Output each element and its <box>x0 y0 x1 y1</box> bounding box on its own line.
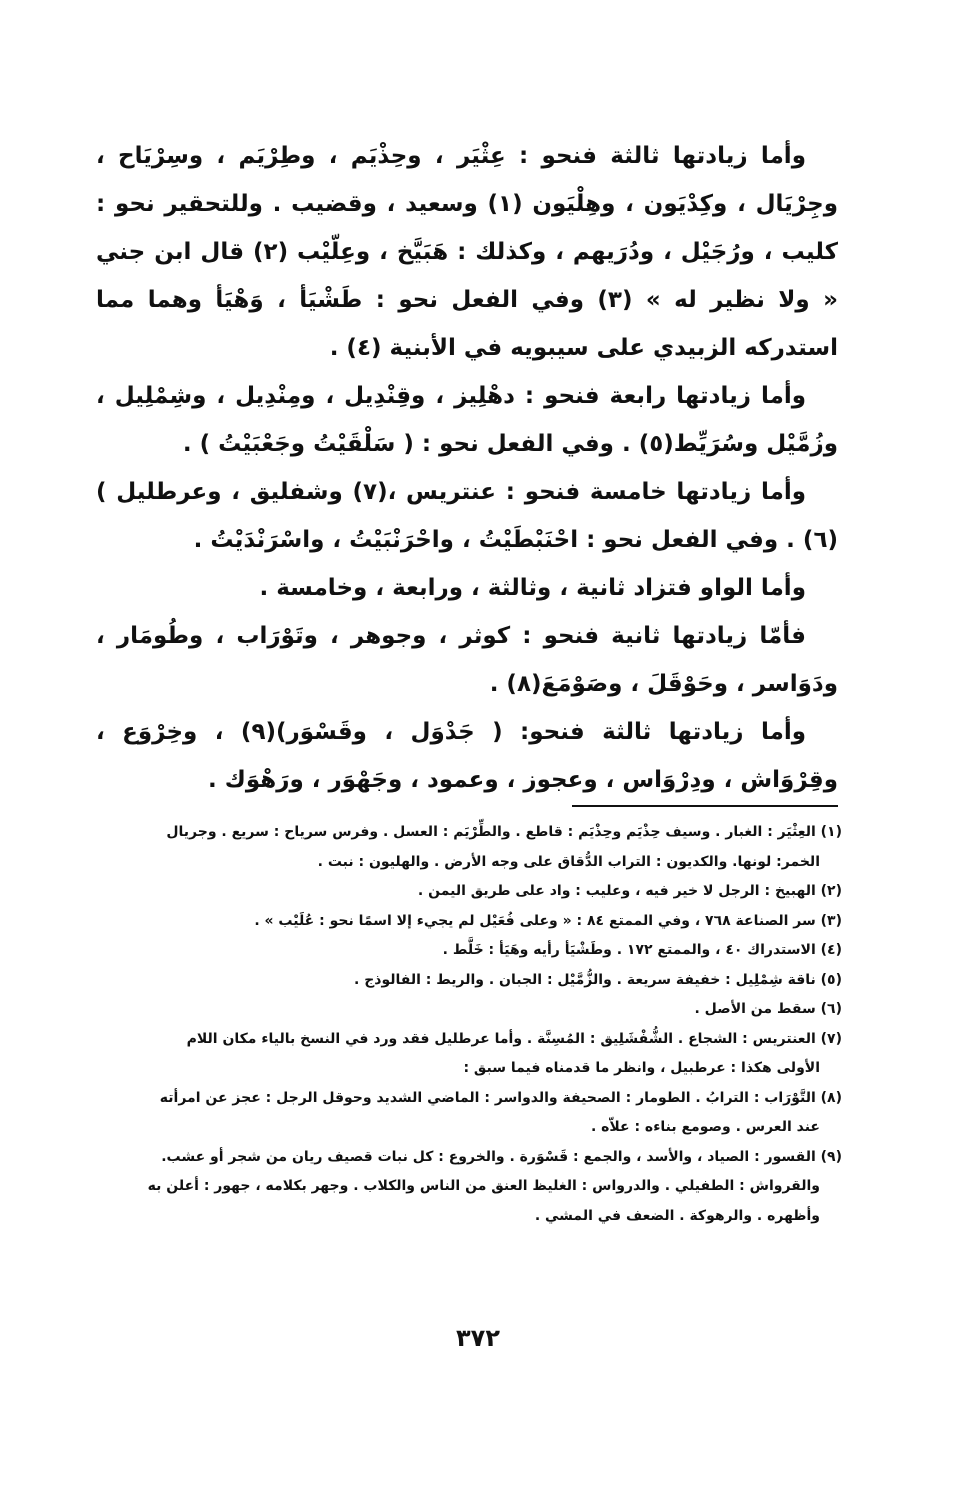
paragraph-waw-second: فأمّا زيادتها ثانية فنحو : كوثر ، وجوهر ، وتَوْرَاب ، وطُومَار ، ودَوَاسر ، وحَوْقَلَ ، وصَوْمَعَ(٨) . <box>96 623 838 697</box>
footnote-8 <box>92 1084 842 1143</box>
footnote-2 <box>92 877 842 907</box>
main-text <box>96 132 838 804</box>
footnotes <box>92 818 842 1231</box>
page-number: ٣٧٢ <box>456 1324 500 1352</box>
footnote-separator <box>572 805 838 807</box>
footnote-8-continuation: عند العرس . وصومع بناءه : علاّه . <box>590 1119 820 1135</box>
paragraph-fifth-position: وأما زيادتها خامسة فنحو : عنتريس ،(٧) وشفليق ، وعرطليل )(٦) . وفي الفعل نحو : احْنَبْطَيْتُ ، واحْرَنْبَيْتُ ، واسْرَنْدَيْتُ . <box>96 479 838 553</box>
footnote-5 <box>92 966 842 996</box>
footnote-7-first-line: (٧) العنتريس : الشجاع . الشُّفْشَلِيق : المُسِنَّة . وأما عرطليل فقد ورد في النسخ بالياء مكان اللام <box>186 1030 842 1047</box>
footnote-7 <box>92 1025 842 1084</box>
footnote-7-continuation: الأولى هكذا : عرطبيل ، وانظر ما قدمناه فيما سبق : <box>463 1060 820 1076</box>
footnote-3 <box>92 907 842 937</box>
footnote-4 <box>92 936 842 966</box>
footnote-1-continuation: الخمر: لونها. والكديون : التراب الدُّقاق على وجه الأرض . والهليون : نبت . <box>317 853 820 870</box>
paragraph-waw-intro: وأما الواو فتزاد ثانية ، وثالثة ، ورابعة ، وخامسة . <box>259 575 806 601</box>
footnote-9 <box>92 1143 842 1232</box>
paragraph-waw-third: وأما زيادتها ثالثة فنحو: ( جَدْوَل ، وقَسْوَر)(٩) ، وخِرْوَع ، وقِرْوَاش ، ودِرْوَاس ، وعجوز ، وعمود ، وجَهْوَر ، ورَهْوَك . <box>96 719 838 793</box>
footnote-8-first-line: (٨) التَّوْرَاب : الترابُ . الطومار : الصحيفة والدواسر : الماضي الشديد وحوقل الرجل : عجز عن امرأته <box>159 1089 842 1106</box>
footnote-4-text: (٤) الاستدراك ٤٠ ، والممتع ١٧٢ . وطَشْيَأ رأيه وهَيَأ : خَلَّط . <box>442 942 842 958</box>
footnote-3-text: (٣) سر الصناعة ٧٦٨ ، وفي الممتع ٨٤ : « وعلى فُعَيْل لم يجيء إلا اسمًا نحو : عُلَيْب » . <box>254 912 842 929</box>
footnote-6 <box>92 995 842 1025</box>
footnote-6-text: (٦) سقط من الأصل . <box>694 1001 842 1017</box>
footnote-1 <box>92 818 842 877</box>
footnote-1-first-line: (١) العِثْيَر : الغبار . وسيف حِذْيَم وحِذْيَم : قاطع . والطِّرْيَم : العسل . وفرس سرياح : سريع . وجريال <box>166 824 842 840</box>
footnote-5-text: (٥) ناقة شِمْلِيل : خفيفة سريعة . والزُّمَّيْل : الجبان . والريط : الفالوذج . <box>354 971 842 988</box>
footnote-9-first-line: (٩) القسور : الصياد ، والأسد ، والجمع : قَسْوَرة . والخروع : كل نبات قصيف ريان من شجر أو عشب. <box>161 1148 842 1165</box>
footnote-2-text: (٢) الهبيخ : الرجل لا خير فيه ، وعليب : واد على طريق اليمن . <box>417 883 842 899</box>
footnote-9-continuation: والقرواش : الطفيلي . والدرواس : الغليظ العنق من الناس والكلاب . وجهر بكلامه ، جهور : أعلن به وأظهره . والرهوكة . الضعف في المشي . <box>147 1178 820 1224</box>
paragraph-third-position: وأما زيادتها ثالثة فنحو : عِثْيَر ، وحِذْيَم ، وطِرْيَم ، وسِرْيَاح ، وجِرْيَال ، وكِدْيَون ، وهِلْيَون (١) وسعيد ، وقضيب . وللتحقير نحو : كليب ، ورُجَيْل ، ودُرَيهم ، وكذلك : هَبَيَّخ ، وعِلّيْب (٢) قال ابن جني « ولا نظير له » (٣) وفي الفعل نحو : طَشْيَأ ، وَهْيَأ وهما مما استدركه الزبيدي على سيبويه في الأبنية (٤) . <box>96 143 839 361</box>
paragraph-fourth-position: وأما زيادتها رابعة فنحو : دهْلِيز ، وقِنْدِيل ، ومِنْدِيل ، وشِمْلِيل ، وزُمَّيْل وسُرَيِّط(٥) . وفي الفعل نحو : ( سَلْقَيْتُ وجَعْبَيْتُ ) . <box>96 383 838 457</box>
